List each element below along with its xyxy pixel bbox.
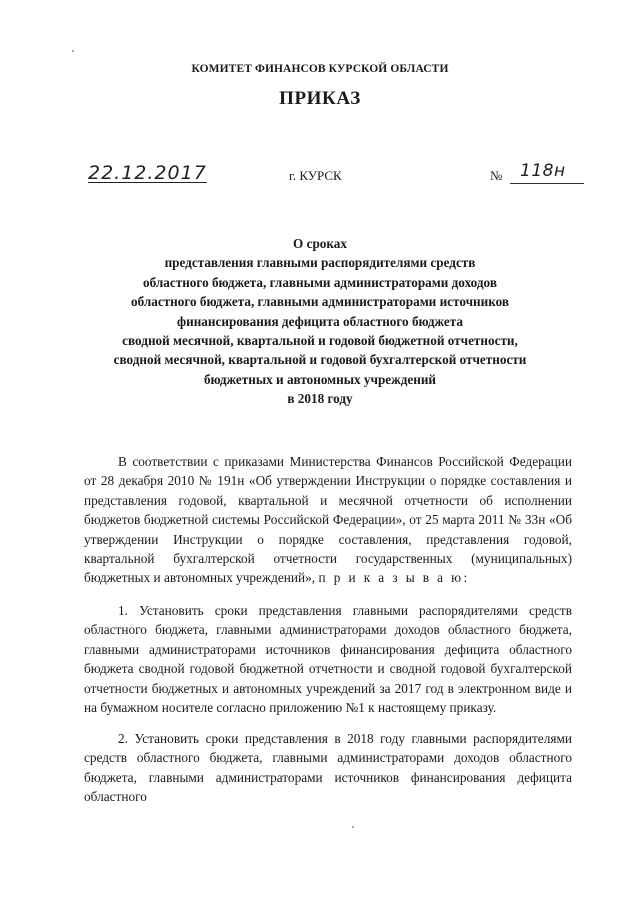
subject-line: О сроках [293, 236, 347, 251]
number-underline [510, 183, 584, 184]
order-word: п р и к а з ы в а ю: [318, 570, 470, 586]
handwritten-number: 118н [520, 161, 566, 181]
document-title: ПРИКАЗ [279, 88, 361, 109]
handwritten-date: 22.12.2017 [88, 162, 207, 184]
city-label: г. КУРСК [289, 168, 342, 183]
scan-speck [352, 826, 354, 828]
order-item-1 [84, 601, 572, 717]
subject-line: финансирования дефицита областного бюджета [176, 313, 464, 329]
subject-line: сводной месячной, квартальной и годовой бухгалтерской отчетности [113, 352, 527, 368]
preamble-text: В соответствии с приказами Министерства Финансов Российской Федерации от 28 декабря 2010 № 191н «Об утверждении Инструкции о порядке составления и представления годовой, квартальной и месячной отчетности об исполнении бюджетов бюджетной системы Российской Федерации», от 25 марта 2011 № 33н «Об утверждении Инструкции о порядке составления, представления годовой, квартальной бухгалтерской отчетности государственных (муниципальных) бюджетных и автономных учреждений», [84, 454, 572, 586]
subject-line: областного бюджета, главными администраторами источников [130, 294, 510, 310]
order-item-1-text: 1. Установить сроки представления главными распорядителями средств областного бюджета, главными администраторами доходов областного бюджета, главными администраторами источников финансирования дефицита областного бюджета сводной годовой бюджетной отчетности и сводной годовой бухгалтерской отчетности бюджетных и автономных учреждений за 2017 год в электронном виде и на бумажном носителе согласно приложению №1 к настоящему приказу. [84, 603, 572, 716]
scan-speck [72, 50, 74, 52]
subject-line: бюджетных и автономных учреждений [203, 371, 437, 387]
order-item-2 [84, 729, 572, 807]
subject-line: областного бюджета, главными администраторами доходов [143, 274, 497, 290]
subject-line: представления главными распорядителями средств [164, 255, 476, 271]
subject-line: в 2018 году [287, 391, 353, 407]
subject-line: сводной месячной, квартальной и годовой бюджетной отчетности, [122, 333, 518, 349]
number-label: № [490, 168, 503, 183]
organization-name: КОМИТЕТ ФИНАНСОВ КУРСКОЙ ОБЛАСТИ [191, 63, 449, 75]
preamble-paragraph [84, 452, 572, 588]
order-subject [60, 234, 580, 409]
order-item-2-text: 2. Установить сроки представления в 2018 году главными распорядителями средств областного бюджета, главными администраторами доходов областного бюджета, главными администраторами источников финансирования дефицита областного [84, 731, 572, 805]
